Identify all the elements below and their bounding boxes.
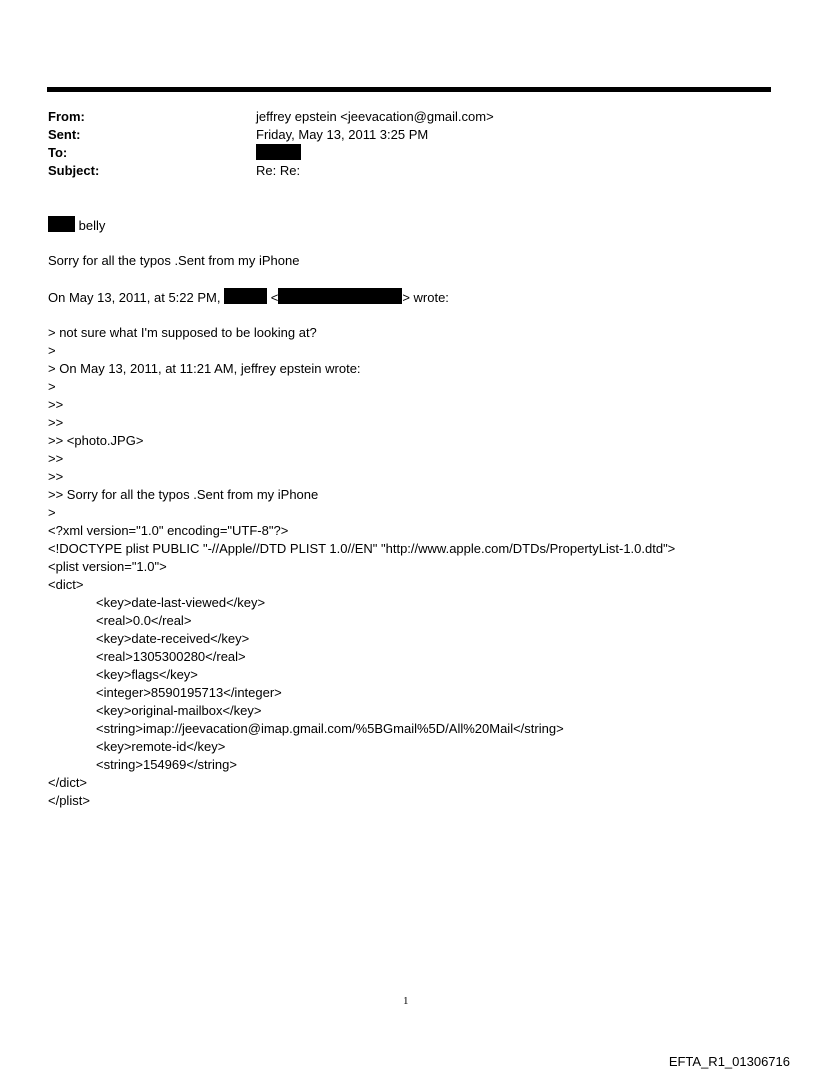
from-value: jeffrey epstein <jeevacation@gmail.com> xyxy=(256,109,494,124)
plist-entry: <string>154969</string> xyxy=(96,757,237,772)
plist-entry: <key>original-mailbox</key> xyxy=(96,703,262,718)
subject-value: Re: Re: xyxy=(256,163,301,178)
redaction-box xyxy=(48,216,75,232)
plist-entry: <key>date-received</key> xyxy=(96,631,250,646)
doctype-line: <!DOCTYPE plist PUBLIC "-//Apple//DTD PLIST 1.0//EN" "http://www.apple.com/DTDs/PropertyList-1.0.dtd"> xyxy=(48,541,676,556)
to-value xyxy=(256,144,301,163)
dict-open: <dict> xyxy=(48,577,84,592)
quoted-line: >> <photo.JPG> xyxy=(48,433,144,448)
greeting-word: belly xyxy=(78,218,106,233)
document-id: EFTA_R1_01306716 xyxy=(668,1054,790,1069)
quoted-line: >> Sorry for all the typos .Sent from my iPhone xyxy=(48,487,319,502)
quoted-line: >> xyxy=(48,397,64,412)
redaction-box xyxy=(278,288,402,304)
quoted-line: >> xyxy=(48,415,64,430)
plist-entry: <key>flags</key> xyxy=(96,667,198,682)
quoted-line: >> xyxy=(48,469,64,484)
plist-entry: <string>imap://jeevacation@imap.gmail.com/%5BGmail%5D/All%20Mail</string> xyxy=(96,721,564,736)
quoted-line: > xyxy=(48,343,56,358)
quoted-line: > not sure what I'm supposed to be looking at? xyxy=(48,325,317,340)
wrote-lt: < xyxy=(270,290,279,305)
plist-entry: <real>1305300280</real> xyxy=(96,649,246,664)
quoted-line: > On May 13, 2011, at 11:21 AM, jeffrey epstein wrote: xyxy=(48,361,361,376)
quoted-line: > xyxy=(48,505,56,520)
redaction-box xyxy=(224,288,267,304)
email-header xyxy=(48,108,748,180)
plist-open: <plist version="1.0"> xyxy=(48,559,167,574)
greeting-line xyxy=(48,216,105,235)
plist-close: </plist> xyxy=(48,793,90,808)
wrote-prefix: On May 13, 2011, at 5:22 PM, xyxy=(48,290,221,305)
wrote-line xyxy=(48,288,449,307)
quoted-line: > xyxy=(48,379,56,394)
xml-declaration: <?xml version="1.0" encoding="UTF-8"?> xyxy=(48,523,289,538)
sent-value: Friday, May 13, 2011 3:25 PM xyxy=(256,127,429,142)
signature-line: Sorry for all the typos .Sent from my iPhone xyxy=(48,253,300,268)
from-label: From: xyxy=(48,109,85,124)
dict-close: </dict> xyxy=(48,775,88,790)
plist-entry: <key>date-last-viewed</key> xyxy=(96,595,266,610)
page-number: 1 xyxy=(403,995,409,1007)
subject-label: Subject: xyxy=(48,163,100,178)
redaction-box xyxy=(256,144,301,160)
plist-entry: <integer>8590195713</integer> xyxy=(96,685,282,700)
header-rule xyxy=(47,87,771,92)
quoted-line: >> xyxy=(48,451,64,466)
plist-entry: <real>0.0</real> xyxy=(96,613,192,628)
plist-entry: <key>remote-id</key> xyxy=(96,739,226,754)
to-label: To: xyxy=(48,145,68,160)
wrote-suffix: > wrote: xyxy=(402,290,449,305)
sent-label: Sent: xyxy=(48,127,81,142)
